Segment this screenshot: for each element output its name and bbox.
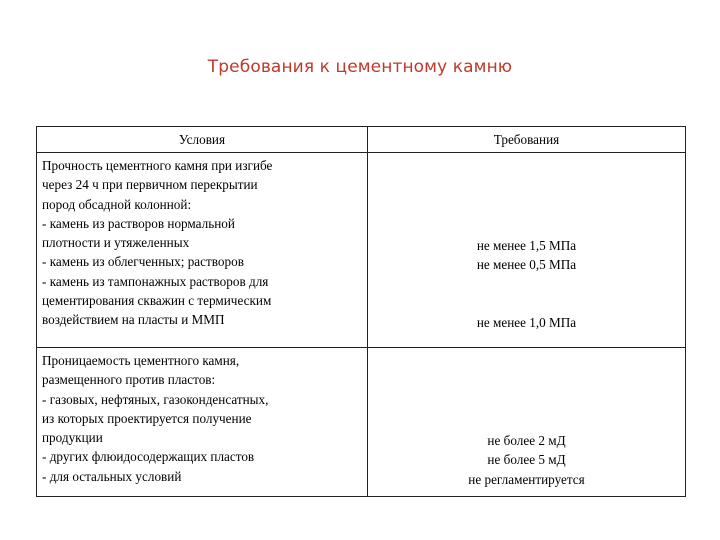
- requirement-value: не более 5 мД: [487, 452, 566, 468]
- condition-line: размещенного против пластов:: [42, 372, 216, 388]
- requirements-table: [36, 126, 686, 497]
- requirement-value: не регламентируется: [468, 471, 585, 487]
- condition-line: - других флюидосодержащих пластов: [42, 449, 255, 465]
- table-header-row: [37, 127, 686, 153]
- condition-line: - газовых, нефтяных, газоконденсатных,: [42, 391, 269, 407]
- condition-line: - для остальных условий: [42, 468, 182, 484]
- requirement-value: не менее 0,5 МПа: [476, 257, 577, 273]
- conditions-cell: [37, 153, 368, 348]
- condition-line: воздействием на пласты и ММП: [42, 312, 225, 328]
- condition-line: - камень из облегченных; растворов: [42, 254, 244, 270]
- requirement-value: не менее 1,0 МПа: [476, 315, 577, 330]
- header-conditions: Условия: [37, 127, 368, 153]
- condition-line: Проницаемость цементного камня,: [42, 353, 240, 368]
- condition-line: из которых проектируется получение: [42, 410, 252, 426]
- conditions-cell: [37, 348, 368, 497]
- condition-line: Прочность цементного камня при изгибе: [42, 158, 273, 173]
- requirements-cell: [368, 153, 686, 348]
- table-row: [37, 348, 686, 497]
- table-row: [37, 153, 686, 348]
- condition-line: пород обсадной колонной:: [42, 196, 192, 212]
- requirement-value: не более 2 мД: [487, 433, 566, 448]
- header-requirements: Требования: [368, 127, 686, 153]
- condition-line: плотности и утяжеленных: [42, 235, 190, 251]
- condition-line: продукции: [42, 430, 103, 446]
- condition-line: - камень из тампонажных растворов для: [42, 273, 269, 289]
- condition-line: - камень из растворов нормальной: [42, 215, 235, 231]
- condition-line: цементирования скважин с термическим: [42, 293, 272, 309]
- requirements-cell: [368, 348, 686, 497]
- condition-line: через 24 ч при первичном перекрытии: [42, 177, 258, 193]
- requirement-value: не менее 1,5 МПа: [476, 238, 577, 253]
- page-title: Требования к цементному камню: [207, 57, 513, 77]
